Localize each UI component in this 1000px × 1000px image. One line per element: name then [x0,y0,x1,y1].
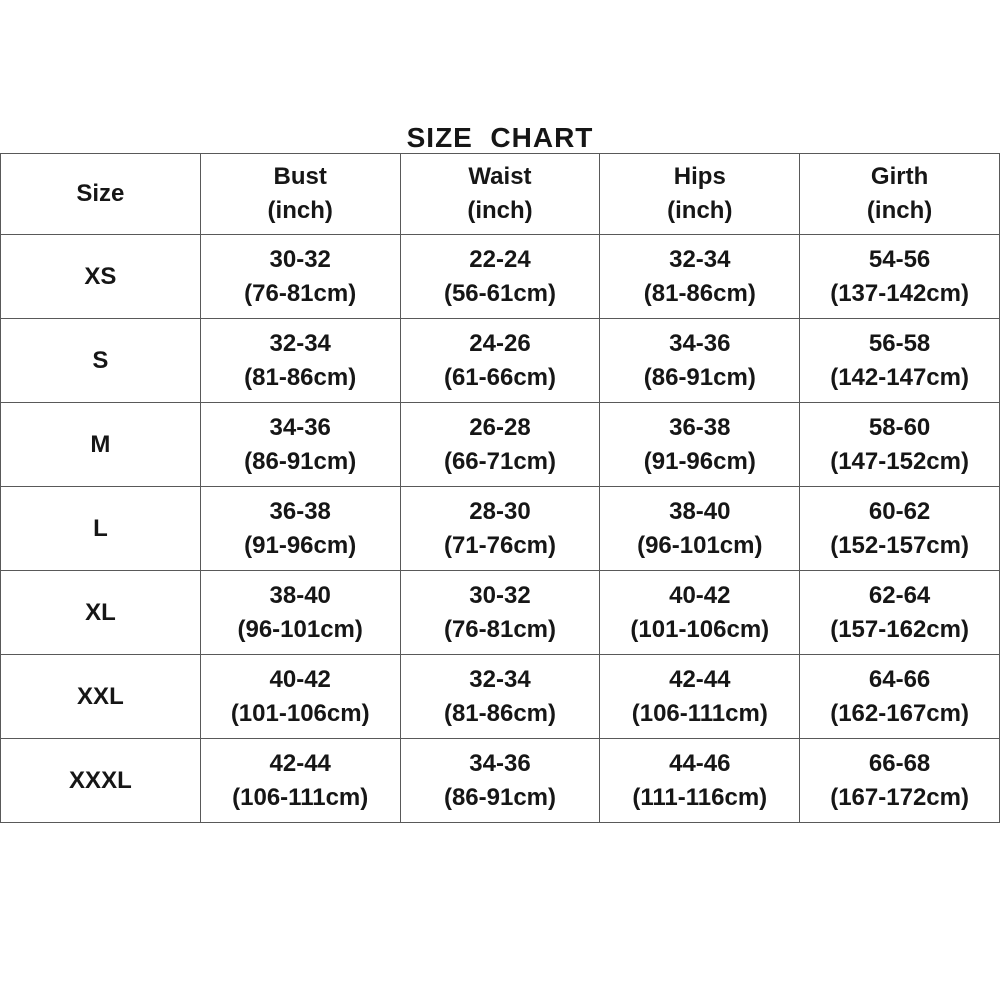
table-row-s [1,319,1000,403]
size-label: M [90,430,111,458]
table-row-m [1,403,1000,487]
cell-bust [200,319,400,403]
cell-bust [200,403,400,487]
table-header [1,154,1000,235]
value-cm: (111-116cm) [632,783,768,811]
value-inch: 64-66 [868,665,931,693]
value-inch: 62-64 [868,581,931,609]
value-cm: (91-96cm) [643,447,756,475]
cell-bust [200,235,400,319]
value-inch: 58-60 [868,413,931,441]
value-cm: (86-91cm) [643,363,756,391]
value-inch: 32-34 [269,329,331,357]
value-cm: (162-167cm) [830,699,969,727]
header-row [1,154,1000,235]
value-inch: 56-58 [868,329,931,357]
size-label: S [92,346,109,374]
header-unit: (inch) [467,197,533,224]
value-cm: (86-91cm) [244,447,357,475]
cell-hips [600,235,800,319]
value-inch: 36-38 [269,497,331,525]
value-inch: 32-34 [669,245,731,273]
value-inch: 42-44 [269,749,331,777]
value-cm: (106-111cm) [232,783,369,811]
value-cm: (56-61cm) [443,279,557,307]
table-row-xs [1,235,1000,319]
value-inch: 38-40 [269,581,331,609]
cell-size [1,739,201,823]
cell-size [1,319,201,403]
cell-bust [200,571,400,655]
cell-girth [800,403,1000,487]
cell-size [1,235,201,319]
value-cm: (137-142cm) [830,279,969,307]
value-cm: (91-96cm) [244,531,357,559]
cell-hips [600,319,800,403]
value-cm: (152-157cm) [830,531,969,559]
cell-bust [200,655,400,739]
cell-girth [800,571,1000,655]
column-header-girth [800,154,1000,235]
value-inch: 44-46 [669,749,731,777]
cell-waist [400,655,600,739]
cell-size [1,403,201,487]
value-inch: 54-56 [868,245,931,273]
value-inch: 28-30 [469,497,531,525]
size-label: XL [85,598,116,626]
value-cm: (101-106cm) [630,615,770,643]
value-inch: 24-26 [469,329,531,357]
value-cm: (101-106cm) [230,699,370,727]
cell-hips [600,655,800,739]
value-inch: 22-24 [469,245,531,273]
cell-waist [400,739,600,823]
value-inch: 34-36 [269,413,331,441]
header-label: Bust [273,163,327,190]
size-label: XXL [77,682,124,710]
column-header-waist [400,154,600,235]
value-cm: (167-172cm) [830,783,969,811]
value-cm: (76-81cm) [443,615,557,643]
size-label: XXXL [69,766,132,794]
cell-hips [600,571,800,655]
cell-waist [400,235,600,319]
header-unit: (inch) [667,197,733,224]
cell-size [1,487,201,571]
value-cm: (61-66cm) [443,363,557,391]
table-row-xxl [1,655,1000,739]
cell-bust [200,739,400,823]
value-cm: (86-91cm) [443,783,557,811]
value-cm: (147-152cm) [830,447,969,475]
cell-size [1,571,201,655]
value-cm: (106-111cm) [631,699,768,727]
table-body [1,235,1000,823]
cell-girth [800,487,1000,571]
column-header-size [1,154,201,235]
value-inch: 42-44 [669,665,731,693]
column-header-hips [600,154,800,235]
value-cm: (157-162cm) [830,615,969,643]
value-inch: 34-36 [469,749,531,777]
value-inch: 30-32 [269,245,331,273]
value-inch: 40-42 [669,581,731,609]
table-row-xxxl [1,739,1000,823]
value-inch: 26-28 [469,413,531,441]
cell-girth [800,655,1000,739]
cell-hips [600,403,800,487]
cell-waist [400,319,600,403]
cell-bust [200,487,400,571]
size-label: L [93,514,108,542]
header-label: Size [76,180,125,207]
value-cm: (71-76cm) [443,531,557,559]
cell-girth [800,739,1000,823]
value-inch: 66-68 [868,749,931,777]
cell-girth [800,235,1000,319]
value-inch: 30-32 [469,581,531,609]
header-label: Hips [673,163,726,190]
value-inch: 38-40 [669,497,731,525]
table-row-xl [1,571,1000,655]
cell-hips [600,487,800,571]
value-inch: 60-62 [868,497,931,525]
value-inch: 36-38 [669,413,731,441]
value-inch: 32-34 [469,665,531,693]
page-title: SIZE CHART [406,122,594,153]
cell-size [1,655,201,739]
value-inch: 40-42 [269,665,331,693]
value-cm: (76-81cm) [244,279,357,307]
value-cm: (81-86cm) [244,363,357,391]
header-label: Girth [870,163,929,190]
cell-girth [800,319,1000,403]
column-header-bust [200,154,400,235]
value-cm: (96-101cm) [237,615,363,643]
cell-hips [600,739,800,823]
value-cm: (142-147cm) [830,363,969,391]
table-row-l [1,487,1000,571]
cell-waist [400,403,600,487]
header-unit: (inch) [866,197,933,224]
size-chart-table [0,153,1000,823]
value-cm: (66-71cm) [443,447,557,475]
value-cm: (81-86cm) [643,279,756,307]
size-label: XS [84,262,117,290]
header-unit: (inch) [267,197,333,224]
cell-waist [400,571,600,655]
value-inch: 34-36 [669,329,731,357]
value-cm: (96-101cm) [637,531,763,559]
value-cm: (81-86cm) [443,699,557,727]
header-label: Waist [468,163,532,190]
cell-waist [400,487,600,571]
